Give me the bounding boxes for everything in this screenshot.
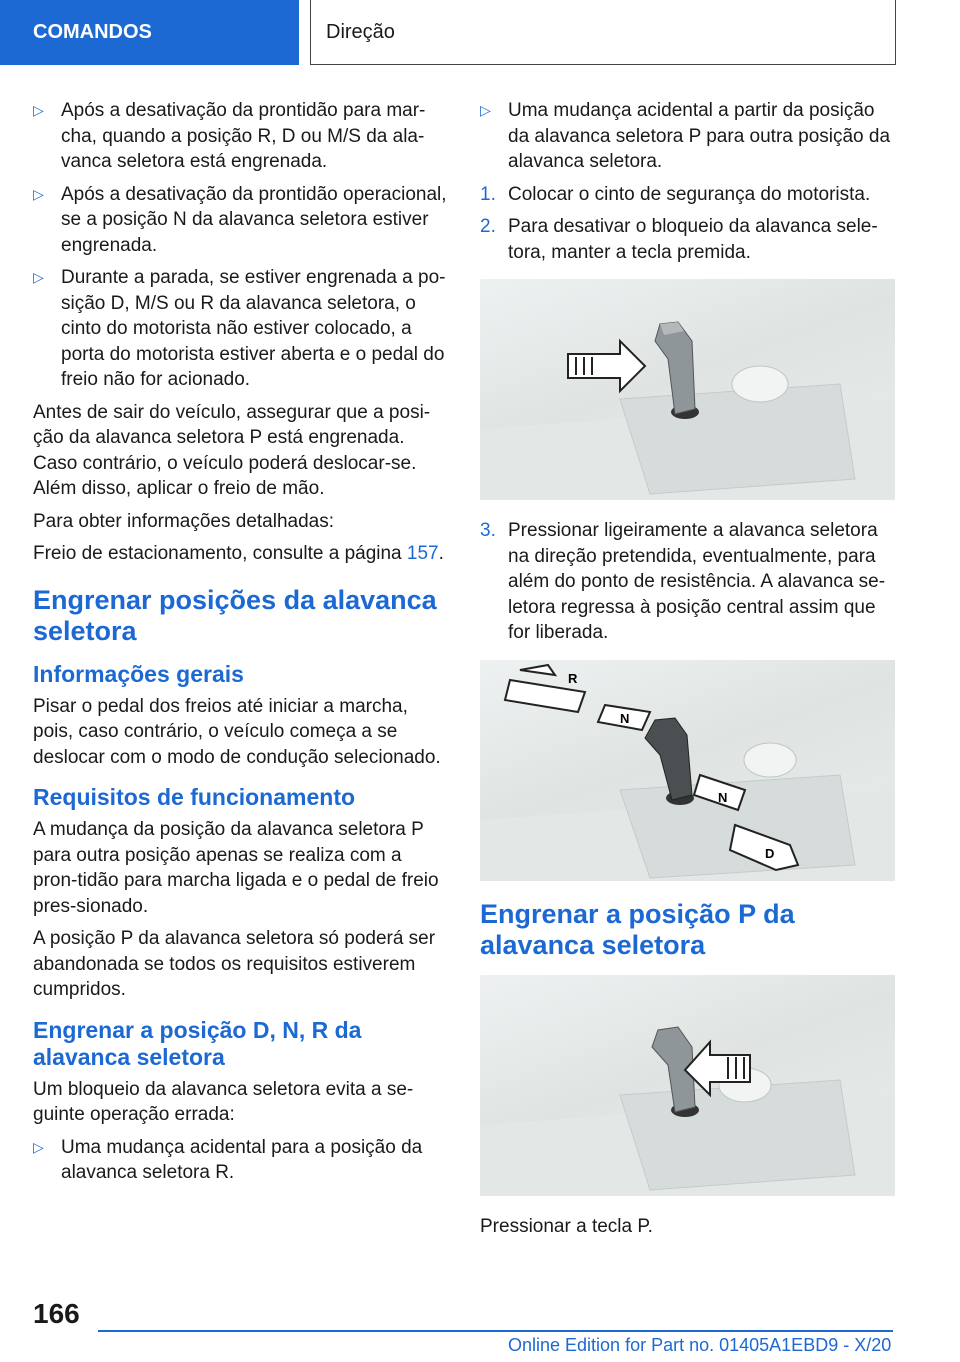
section-heading: Engrenar a posição P da alavanca seletora — [480, 898, 795, 960]
section-tab — [0, 0, 299, 65]
paragraph: Um bloqueio da alavanca seletora evita a se-guinte operação errada: — [33, 1078, 414, 1125]
figure-shift-directions — [480, 660, 895, 881]
paragraph: Antes de sair do veículo, assegurar que a posi-ção da alavanca seletora P está engrenada. Caso contrário, o veículo poderá deslocar-se. Além disso, aplicar o freio de mão. — [33, 401, 431, 499]
triangle-bullet-icon: ▷ — [33, 185, 44, 202]
triangle-bullet-icon: ▷ — [33, 102, 44, 118]
paragraph: Para obter informações detalhadas: — [33, 510, 335, 532]
page-link[interactable]: 157 — [406, 543, 439, 564]
shift-label-d: D — [765, 845, 775, 861]
chapter-header — [310, 0, 896, 65]
bullet-item: ▷ Após a desativação da prontidão para mar-cha, quando a posição R, D ou M/S da ala-vanca seletora está engrenada. — [33, 100, 426, 172]
selector-lever-illustration — [480, 279, 895, 500]
paragraph: A posição P da alavanca seletora só poderá ser abandonada se todos os requisitos estiverem cumpridos. — [33, 928, 436, 1000]
triangle-bullet-icon: ▷ — [480, 102, 491, 118]
bullet-item: ▷ Durante a parada, se estiver engrenada a po-sição D, M/S ou R da alavanca seletora, o cinto do motorista não estiver colocado, a porta do motorista estiver aberta e o pedal do freio não for acionado. — [33, 267, 446, 390]
figure-caption: Pressionar a tecla P. — [480, 1215, 653, 1237]
subsection-heading: Engrenar a posição D, N, R da alavanca seletora — [33, 1016, 362, 1070]
p-button-illustration — [480, 975, 895, 1196]
step-item: 3. Pressionar ligeiramente a alavanca seletora na direção pretendida, eventualmente, para além do ponto de resistência. A alavanca se-letora regressa à posição central assim que for liberada. — [480, 520, 886, 643]
bullet-item: ▷ Uma mudança acidental a partir da posição da alavanca seletora P para outra posição da alavanca seletora. — [480, 100, 891, 172]
section-title: COMANDOS — [33, 21, 152, 43]
shift-label-n-up: N — [620, 710, 630, 726]
figure-selector-lever-unlock — [480, 279, 895, 500]
subsection-heading: Informações gerais — [33, 660, 244, 687]
triangle-bullet-icon: ▷ — [33, 1138, 44, 1155]
triangle-bullet-icon: ▷ — [33, 269, 44, 285]
right-column — [480, 98, 892, 1246]
page-number: 166 — [33, 1298, 80, 1329]
bullet-item: ▷ Após a desativação da prontidão operacional, se a posição N da alavanca seletora estiver engrenada. — [33, 183, 447, 256]
subsection-heading: Requisitos de funcionamento — [33, 784, 356, 810]
footer-divider — [98, 1330, 893, 1332]
paragraph-reference: Freio de estacionamento, consulte a página 157. — [33, 543, 444, 564]
left-column — [33, 98, 448, 1193]
step-item: 2. Para desativar o bloqueio da alavanca sele-tora, manter a tecla premida. — [480, 216, 878, 263]
chapter-title: Direção — [326, 20, 395, 43]
shift-label-r: R — [568, 670, 578, 686]
paragraph: Pisar o pedal dos freios até iniciar a marcha, pois, caso contrário, o veículo começa a se deslocar com o modo de condução selecionado. — [33, 695, 441, 768]
bullet-item: ▷ Uma mudança acidental para a posição da alavanca seletora R. — [33, 1136, 423, 1183]
shift-directions-illustration — [480, 660, 895, 881]
shift-label-n-down: N — [718, 789, 728, 805]
paragraph: A mudança da posição da alavanca seletora P para outra posição apenas se realiza com a pron-tidão para marcha ligada e o pedal de freio pres-sionado. — [33, 819, 439, 917]
section-heading: Engrenar posições da alavanca seletora — [33, 584, 437, 646]
step-item: 1. Colocar o cinto de segurança do motorista. — [480, 183, 871, 205]
footer-edition: Online Edition for Part no. 01405A1EBD9 - X/20 — [508, 1335, 892, 1355]
figure-press-p-button — [480, 975, 895, 1196]
